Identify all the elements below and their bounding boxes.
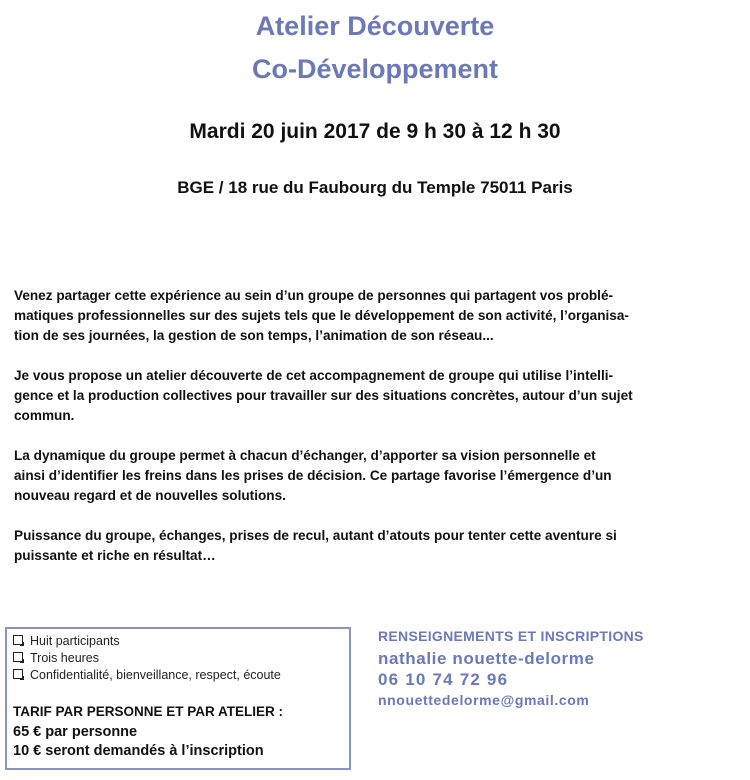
tarif-heading: TARIF PAR PERSONNE ET PAR ATELIER :	[13, 704, 284, 719]
feature-label: Confidentialité, bienveillance, respect, écoute	[30, 668, 281, 682]
title-line-1: Atelier Découverte	[255, 11, 495, 41]
paragraph-2	[14, 366, 736, 426]
info-box	[5, 627, 351, 770]
feature-label: Huit participants	[30, 634, 120, 648]
paragraph-1	[14, 286, 736, 346]
text-line: matiques professionnelles sur des sujets tels que le développement de son activité, l’organisa-	[14, 308, 629, 323]
contact-email[interactable]: nnouettedelorme@gmail.com	[378, 692, 590, 708]
checkbox-icon	[13, 635, 23, 645]
text-line: nouveau regard et de nouvelles solutions.	[14, 488, 286, 503]
contact-phone: 06 10 74 72 96	[378, 670, 509, 689]
description	[14, 286, 736, 586]
event-location: BGE / 18 rue du Faubourg du Temple 75011 Paris	[177, 178, 573, 197]
contact-name: nathalie nouette-delorme	[378, 649, 595, 668]
text-line: gence et la production collectives pour travailler sur des situations concrètes, autour d’un sujet	[14, 388, 633, 403]
price-line: 65 € par personne	[13, 724, 138, 740]
text-line: tion de ses journées, la gestion de son temps, l’animation de son réseau...	[14, 328, 494, 343]
text-line: Je vous propose un atelier découverte de cet accompagnement de groupe qui utilise l’intelli-	[14, 368, 614, 383]
contact-heading: RENSEIGNEMENTS ET INSCRIPTIONS	[378, 628, 644, 644]
feature-label: Trois heures	[30, 651, 100, 665]
title-line-2: Co-Développement	[251, 54, 499, 84]
checkbox-icon	[13, 669, 23, 679]
paragraph-3	[14, 446, 736, 506]
checkbox-icon	[13, 652, 23, 662]
text-line: La dynamique du groupe permet à chacun d’échanger, d’apporter sa vision personnelle et	[14, 448, 596, 463]
paragraph-4	[14, 526, 736, 566]
text-line: Venez partager cette expérience au sein d’un groupe de personnes qui partagent vos problé-	[14, 288, 614, 303]
text-line: commun.	[14, 408, 75, 423]
feature-item	[13, 667, 281, 684]
feature-item	[13, 633, 120, 650]
text-line: ainsi d’identifier les freins dans les prises de décision. Ce partage favorise l’émergence d’un	[14, 468, 612, 483]
deposit-line: 10 € seront demandés à l’inscription	[13, 743, 264, 759]
text-line: puissante et riche en résultat…	[14, 548, 216, 563]
event-date: Mardi 20 juin 2017 de 9 h 30 à 12 h 30	[189, 120, 561, 143]
text-line: Puissance du groupe, échanges, prises de recul, autant d’atouts pour tenter cette aventure si	[14, 528, 617, 543]
feature-item	[13, 650, 99, 667]
